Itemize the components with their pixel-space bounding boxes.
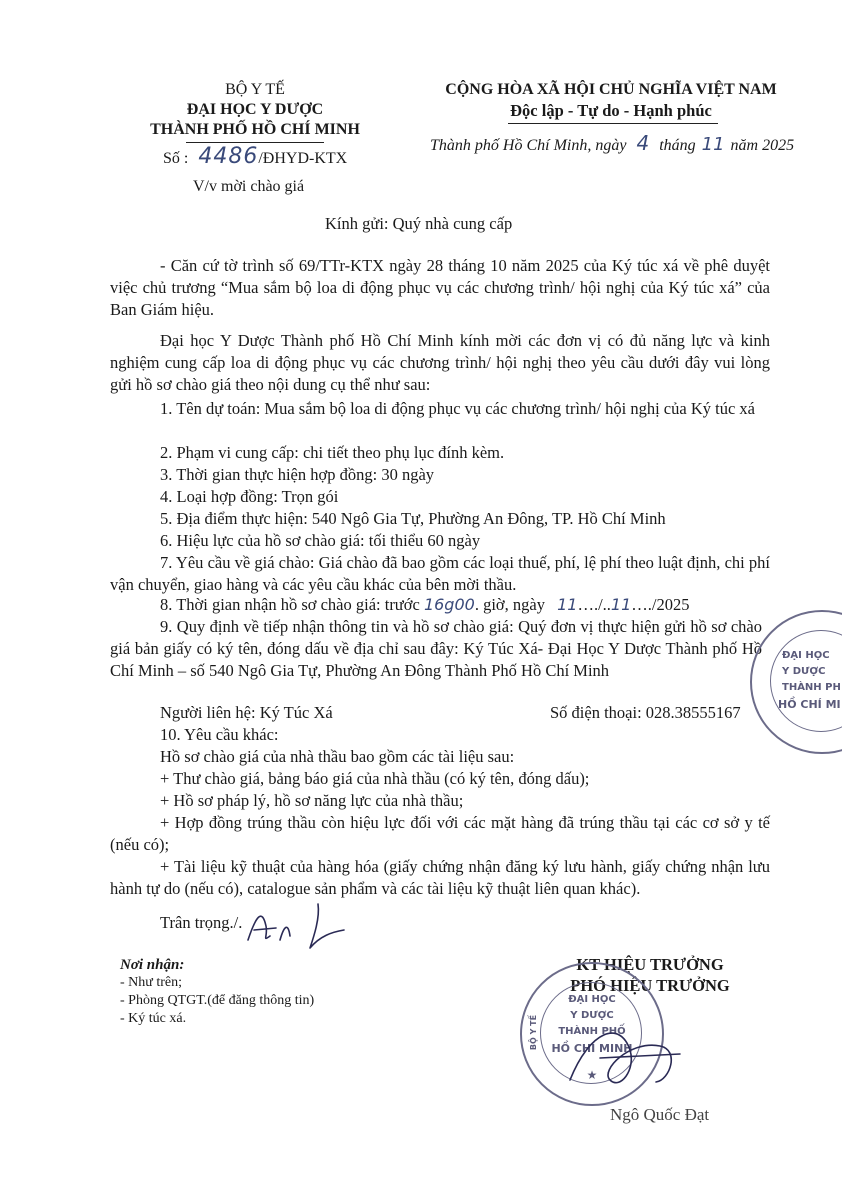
item-8 [160, 594, 689, 616]
item-5: 5. Địa điểm thực hiện: 540 Ngô Gia Tự, Phường An Đông, TP. Hồ Chí Minh [160, 509, 666, 528]
signer-name: Ngô Quốc Đạt [610, 1105, 710, 1124]
item-9: 9. Quy định về tiếp nhận thông tin và hồ sơ chào giá: Quý đơn vị thực hiện gửi hồ sơ chào giá bản giấy có ký tên, đóng dấu về địa chỉ sau đây: Ký Túc Xá- Đại Học Y Dược Thành phố Hồ Chí Minh – số 540 Ngô Gia Tự, Phường An Đông Thành Phố Hồ Chí Minh [110, 617, 762, 680]
item-6: 6. Hiệu lực của hồ sơ chào giá: tối thiểu 60 ngày [160, 531, 481, 550]
distribution-item-2: - Phòng QTGT.(để đăng thông tin) [120, 993, 315, 1008]
date-day: 4 [636, 131, 650, 155]
item-10-a: + Thư chào giá, bảng báo giá của nhà thầu (có ký tên, đóng dấu); [160, 769, 590, 788]
item-1: 1. Tên dự toán: Mua sắm bộ loa di động phục vụ các chương trình/ hội nghị của Ký túc xá [160, 399, 755, 418]
closing: Trân trọng./. [160, 913, 243, 932]
motto: Độc lập - Tự do - Hạnh phúc [510, 101, 712, 120]
stamp-star-icon: ★ [586, 1068, 598, 1082]
item-2: 2. Phạm vi cung cấp: chi tiết theo phụ lục đính kèm. [160, 443, 505, 462]
side-stamp [750, 610, 842, 754]
stamp-line-2: Y DƯỢC [570, 1010, 614, 1021]
dots-1: …./.. [577, 595, 611, 614]
side-stamp-line-3: THÀNH PH [782, 682, 841, 693]
underline-left [186, 142, 324, 143]
university-name-line1: ĐẠI HỌC Y DƯỢC [186, 101, 324, 118]
stamp-line-3: THÀNH PHỐ [558, 1026, 626, 1037]
recipient-line: Kính gửi: Quý nhà cung cấp [325, 214, 513, 233]
item-7: 7. Yêu cầu về giá chào: Giá chào đã bao gồm các loại thuế, phí, lệ phí theo luật định, chi phí vận chuyển, giao hàng và các yêu cầu khác của bên mời thầu. [110, 553, 770, 594]
item-8-hour: 16g00 [423, 595, 475, 614]
date-month-label: tháng [659, 137, 696, 154]
signature-mark [560, 1010, 710, 1100]
item-10-c: + Hợp đồng trúng thầu còn hiệu lực đối với các mặt hàng đã trúng thầu tại các cơ sở y tế (nếu có); [110, 813, 770, 854]
item-4: 4. Loại hợp đồng: Trọn gói [160, 487, 339, 506]
number-suffix: /ĐHYD-KTX [258, 150, 348, 167]
side-stamp-line-4: HỒ CHÍ MI [778, 698, 841, 711]
item-10: 10. Yêu cầu khác: [160, 725, 279, 744]
document-number [163, 144, 347, 172]
item-3: 3. Thời gian thực hiện hợp đồng: 30 ngày [160, 465, 435, 484]
item-8-month: 11 [610, 595, 632, 614]
distribution-item-1: - Như trên; [120, 975, 183, 990]
number-label: Số : [163, 150, 189, 167]
subject-line: V/v mời chào giá [193, 178, 305, 195]
underline-right [508, 123, 718, 124]
date-prefix: Thành phố Hồ Chí Minh, ngày [430, 137, 627, 154]
header-right [420, 80, 802, 122]
signature-title-1: KT HIỆU TRƯỞNG [576, 955, 724, 974]
number-handwritten: 4486 [198, 144, 259, 169]
initials-mark [240, 896, 350, 956]
invitation-paragraph: Đại học Y Dược Thành phố Hồ Chí Minh kính mời các đơn vị có đủ năng lực và kinh nghiệm cung cấp loa di động phục vụ các chương trình/ hội nghị theo yêu cầu dưới đây vui lòng gửi hồ sơ chào giá theo nội dung cụ thể như sau: [110, 331, 770, 394]
stamp-line-4: HỒ CHÍ MINH [551, 1042, 633, 1055]
date-month: 11 [701, 134, 725, 155]
ministry-name: BỘ Y TẾ [225, 81, 285, 98]
country-name: CỘNG HÒA XÃ HỘI CHỦ NGHĨA VIỆT NAM [445, 81, 777, 98]
document-date [430, 130, 794, 159]
distribution-title: Nơi nhận: [120, 957, 185, 973]
dots-2: …. [631, 595, 652, 614]
side-stamp-inner-ring [770, 630, 842, 732]
distribution-list [120, 956, 314, 1028]
basis-paragraph: - Căn cứ tờ trình số 69/TTr-KTX ngày 28 tháng 10 năm 2025 của Ký túc xá về phê duyệt việc chủ trương “Mua sắm bộ loa di động phục vụ các chương trình/ hội nghị của Ký túc xá” của Ban Giám hiệu. [110, 256, 770, 319]
contact-phone: Số điện thoại: 028.38555167 [550, 703, 741, 722]
item-10-b: + Hồ sơ pháp lý, hồ sơ năng lực của nhà thầu; [160, 791, 464, 810]
side-stamp-line-2: Y DƯỢC [782, 666, 826, 677]
item-8-year: /2025 [651, 595, 690, 614]
side-stamp-line-1: ĐẠI HỌC [782, 650, 830, 661]
university-name-line2: THÀNH PHỐ HỒ CHÍ MINH [150, 121, 360, 138]
distribution-item-3: - Ký túc xá. [120, 1011, 187, 1026]
contact-person: Người liên hệ: Ký Túc Xá [160, 703, 333, 722]
date-year: năm 2025 [730, 137, 795, 154]
item-8-day: 11 [557, 595, 578, 614]
item-8-prefix: 8. Thời gian nhận hồ sơ chào giá: trước [160, 595, 420, 614]
signature-title-2: PHÓ HIỆU TRƯỞNG [570, 976, 730, 995]
item-8-mid: . giờ, ngày [474, 595, 545, 614]
item-10-d: + Tài liệu kỹ thuật của hàng hóa (giấy chứng nhận đăng ký lưu hành, giấy chứng nhận lưu hành tự do (nếu có), catalogue sản phẩm và các tài liệu kỹ thuật liên quan khác). [110, 857, 770, 898]
stamp-side-text: BỘ Y TẾ [529, 1014, 539, 1051]
header-left [110, 80, 400, 140]
stamp-line-1: ĐẠI HỌC [568, 994, 616, 1005]
item-10-intro: Hồ sơ chào giá của nhà thầu bao gồm các tài liệu sau: [160, 747, 515, 766]
